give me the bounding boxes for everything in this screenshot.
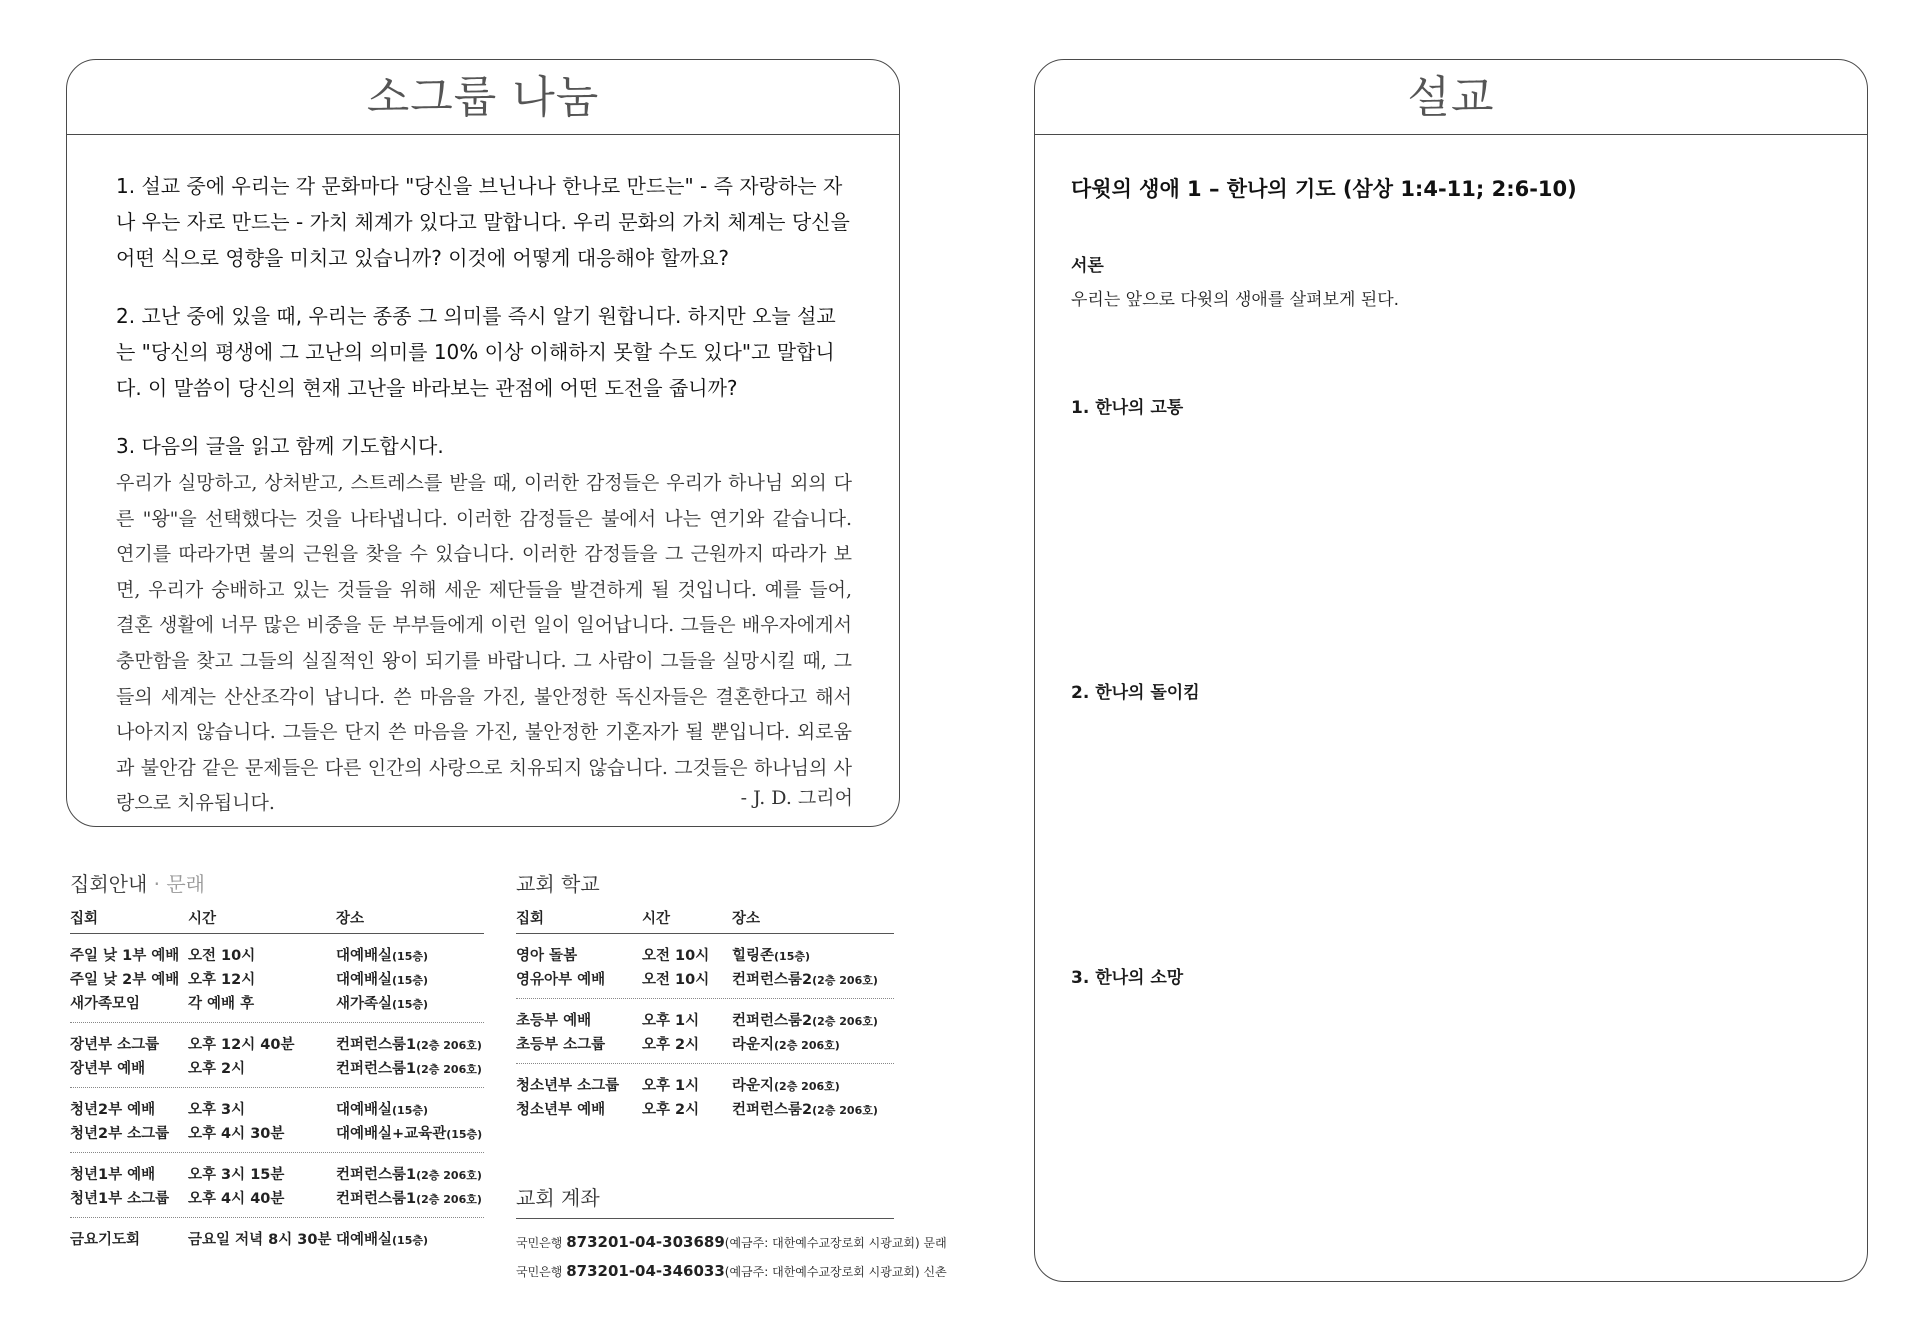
small-group-sharing-panel: [66, 59, 900, 827]
accounts-divider: [516, 1218, 894, 1219]
table-row: [70, 1226, 484, 1250]
meetings-header-3: 장소: [336, 911, 365, 927]
meeting-name: 장년부 소그룹: [70, 1037, 160, 1053]
meeting-place: [732, 1074, 840, 1095]
meeting-name: 새가족모임: [70, 996, 141, 1012]
school-header-2: 시간: [642, 911, 671, 927]
meeting-time: 오후 3시: [188, 1102, 246, 1118]
meetings-group: [70, 1218, 484, 1258]
table-row: [70, 942, 484, 966]
question-2: 2. 고난 중에 있을 때, 우리는 종종 그 의미를 즉시 알기 원합니다. 하지만 오늘 설교는 "당신의 평생에 그 고난의 의미를 10% 이상 이해하지 못할 수도 있다"고 말합니다. 이 말씀이 당신의 현재 고난을 바라보는 관점에 어떤 도전을 줍니까?: [116, 304, 836, 400]
meetings-heading: [70, 868, 205, 897]
place-name: 컨퍼런스룸1: [336, 1167, 417, 1183]
place-floor: (15층): [392, 950, 429, 963]
meeting-time: 오후 4시 30분: [188, 1126, 285, 1142]
place-floor: (2층 206호): [774, 1039, 840, 1052]
meeting-name: 장년부 예배: [70, 1061, 146, 1077]
meeting-place: [336, 992, 428, 1013]
meeting-place: [336, 1098, 428, 1119]
account-2-bank: 국민은행: [516, 1265, 563, 1279]
meeting-name: 초등부 소그룹: [516, 1037, 606, 1053]
table-row: [516, 966, 894, 990]
place-floor: (2층 206호): [812, 974, 878, 987]
meeting-time: 오전 10시: [188, 948, 256, 964]
accounts-heading: 교회 계좌: [516, 1186, 600, 1210]
meeting-place: [336, 1228, 428, 1249]
meeting-time: 오후 12시: [188, 972, 256, 988]
question-3: 3. 다음의 글을 읽고 함께 기도합시다.: [116, 434, 444, 458]
sermon-title: 다윗의 생애 1 – 한나의 기도 (삼상 1:4-11; 2:6-10): [1071, 177, 1577, 201]
meeting-place: [336, 944, 428, 965]
meeting-name: 청년1부 소그룹: [70, 1191, 170, 1207]
meetings-header-2: 시간: [188, 911, 217, 927]
place-floor: (2층 206호): [812, 1015, 878, 1028]
account-1-bank: 국민은행: [516, 1236, 563, 1250]
place-floor: (2층 206호): [416, 1193, 482, 1206]
meeting-name: 주일 낮 1부 예배: [70, 948, 180, 964]
meetings-header: [70, 903, 484, 934]
meeting-name: 청소년부 소그룹: [516, 1078, 620, 1094]
account-2: [516, 1262, 947, 1280]
meeting-time: 오후 2시: [642, 1037, 700, 1053]
table-row: [70, 966, 484, 990]
place-name: 힐링존: [732, 948, 775, 964]
meeting-place: [336, 968, 428, 989]
table-row: [70, 1055, 484, 1079]
place-floor: (2층 206호): [416, 1063, 482, 1076]
school-table: [516, 903, 894, 1128]
school-heading: 교회 학교: [516, 872, 600, 896]
place-floor: (2층 206호): [812, 1104, 878, 1117]
place-name: 대예배실: [336, 972, 393, 988]
table-row: [516, 1007, 894, 1031]
meeting-name: 청소년부 예배: [516, 1102, 606, 1118]
account-1: [516, 1233, 947, 1251]
meetings-location: · 문래: [153, 872, 205, 896]
meeting-place: [336, 1187, 482, 1208]
meeting-time: 오전 10시: [642, 972, 710, 988]
school-group: [516, 934, 894, 999]
meeting-name: 청년2부 소그룹: [70, 1126, 170, 1142]
place-floor: (15층): [392, 998, 429, 1011]
school-header-3: 장소: [732, 911, 761, 927]
place-floor: (15층): [392, 1234, 429, 1247]
place-name: 컨퍼런스룸1: [336, 1037, 417, 1053]
account-2-number: 873201-04-346033: [566, 1262, 725, 1280]
account-1-number: 873201-04-303689: [566, 1233, 725, 1251]
meetings-header-1: 집회: [70, 911, 99, 927]
prayer-reading: 우리가 실망하고, 상처받고, 스트레스를 받을 때, 이러한 감정들은 우리가 하나님 외의 다른 "왕"을 선택했다는 것을 나타냅니다. 이러한 감정들은 불에서 나는 연기와 같습니다. 연기를 따라가면 불의 근원을 찾을 수 있습니다. 이러한 감정들을 그 근원까지 따라가 보면, 우리가 숭배하고 있는 것들을 위해 세운 제단들을 발견하게 될 것입니다. 예를 들어, 결혼 생활에 너무 많은 비중을 둔 부부들에게 이런 일이 일어납니다. 그들은 배우자에게서 충만함을 찾고 그들의 실질적인 왕이 되기를 바랍니다. 그 사람이 그들을 실망시킬 때, 그들의 세계는 산산조각이 납니다. 쓴 마음을 가진, 불안정한 독신자들은 결혼한다고 해서 나아지지 않습니다. 그들은 단지 쓴 마음을 가진, 불안정한 기혼자가 될 뿐입니다. 외로움과 불안감 같은 문제들은 다른 인간의 사랑으로 치유되지 않습니다. 그것들은 하나님의 사랑으로 치유됩니다.: [116, 472, 852, 815]
meeting-time: 오후 12시 40분: [188, 1037, 295, 1053]
small-group-title: 소그룹 나눔: [67, 60, 899, 135]
place-name: 대예배실: [336, 948, 393, 964]
meeting-time: 오전 10시: [642, 948, 710, 964]
meetings-group: [70, 1153, 484, 1218]
meeting-name: 주일 낮 2부 예배: [70, 972, 180, 988]
place-name: 대예배실: [336, 1232, 393, 1248]
meeting-time: 오후 2시: [642, 1102, 700, 1118]
table-row: [70, 1031, 484, 1055]
meeting-name: 초등부 예배: [516, 1013, 592, 1029]
school-group: [516, 999, 894, 1064]
place-floor: (15층): [774, 950, 811, 963]
meeting-time: 오후 2시: [188, 1061, 246, 1077]
place-name: 컨퍼런스룸2: [732, 972, 813, 988]
place-floor: (15층): [392, 974, 429, 987]
account-1-note: (예금주: 대한예수교장로회 시광교회) 문래: [724, 1236, 947, 1250]
meeting-place: [336, 1122, 482, 1143]
meeting-time: 오후 1시: [642, 1078, 700, 1094]
meetings-group: [70, 1088, 484, 1153]
table-row: [516, 1072, 894, 1096]
place-floor: (15층): [446, 1128, 483, 1141]
sermon-point-2: 2. 한나의 돌이킴: [1071, 683, 1200, 703]
sermon-panel-title: 설교: [1035, 60, 1867, 135]
sermon-point-3: 3. 한나의 소망: [1071, 968, 1184, 988]
intro-text: 우리는 앞으로 다윗의 생애를 살펴보게 된다.: [1071, 290, 1400, 310]
meeting-place: [732, 1033, 840, 1054]
place-name: 컨퍼런스룸1: [336, 1061, 417, 1077]
meeting-name: 영유아부 예배: [516, 972, 606, 988]
place-name: 컨퍼런스룸1: [336, 1191, 417, 1207]
table-row: [70, 1096, 484, 1120]
meetings-group: [70, 1023, 484, 1088]
place-name: 컨퍼런스룸2: [732, 1102, 813, 1118]
place-floor: (2층 206호): [774, 1080, 840, 1093]
meeting-name: 청년1부 예배: [70, 1167, 156, 1183]
meetings-title: 집회안내: [70, 872, 148, 896]
meeting-place: [732, 1009, 878, 1030]
place-name: 대예배실: [336, 1102, 393, 1118]
place-floor: (15층): [392, 1104, 429, 1117]
intro-heading: 서론: [1071, 256, 1104, 276]
meeting-place: [732, 944, 810, 965]
question-1: 1. 설교 중에 우리는 각 문화마다 "당신을 브닌나나 한나로 만드는" - 즉 자랑하는 자나 우는 자로 만드는 - 가치 체계가 있다고 말합니다. 우리 문화의 가치 체계는 당신을 어떤 식으로 영향을 미치고 있습니까? 이것에 어떻게 대응해야 할까요?: [116, 174, 850, 270]
meeting-place: [732, 968, 878, 989]
meeting-time: 오후 1시: [642, 1013, 700, 1029]
meeting-place: [336, 1033, 482, 1054]
meeting-place: [732, 1098, 878, 1119]
place-name: 새가족실: [336, 996, 393, 1012]
meeting-name: 청년2부 예배: [70, 1102, 156, 1118]
meeting-place: [336, 1057, 482, 1078]
meeting-name: 금요기도회: [70, 1232, 141, 1248]
meetings-group: [70, 934, 484, 1023]
meeting-time: 금요일 저녁 8시 30분: [188, 1232, 332, 1248]
table-row: [70, 990, 484, 1014]
place-name: 라운지: [732, 1037, 775, 1053]
meetings-table: [70, 903, 484, 1258]
account-2-note: (예금주: 대한예수교장로회 시광교회) 신촌: [724, 1265, 947, 1279]
table-row: [516, 1096, 894, 1120]
table-row: [70, 1161, 484, 1185]
meeting-time: 각 예배 후: [188, 996, 255, 1012]
table-row: [70, 1120, 484, 1144]
school-header-1: 집회: [516, 911, 545, 927]
table-row: [516, 942, 894, 966]
sermon-point-1: 1. 한나의 고통: [1071, 398, 1184, 418]
place-name: 컨퍼런스룸2: [732, 1013, 813, 1029]
reading-author: - J. D. 그리어: [740, 787, 853, 809]
place-floor: (2층 206호): [416, 1169, 482, 1182]
school-header: [516, 903, 894, 934]
meeting-time: 오후 4시 40분: [188, 1191, 285, 1207]
place-floor: (2층 206호): [416, 1039, 482, 1052]
table-row: [70, 1185, 484, 1209]
place-name: 대예배실+교육관: [336, 1126, 447, 1142]
meeting-name: 영아 돌봄: [516, 948, 578, 964]
place-name: 라운지: [732, 1078, 775, 1094]
meeting-place: [336, 1163, 482, 1184]
table-row: [516, 1031, 894, 1055]
sermon-panel: [1034, 59, 1868, 1282]
meeting-time: 오후 3시 15분: [188, 1167, 285, 1183]
school-group: [516, 1064, 894, 1128]
